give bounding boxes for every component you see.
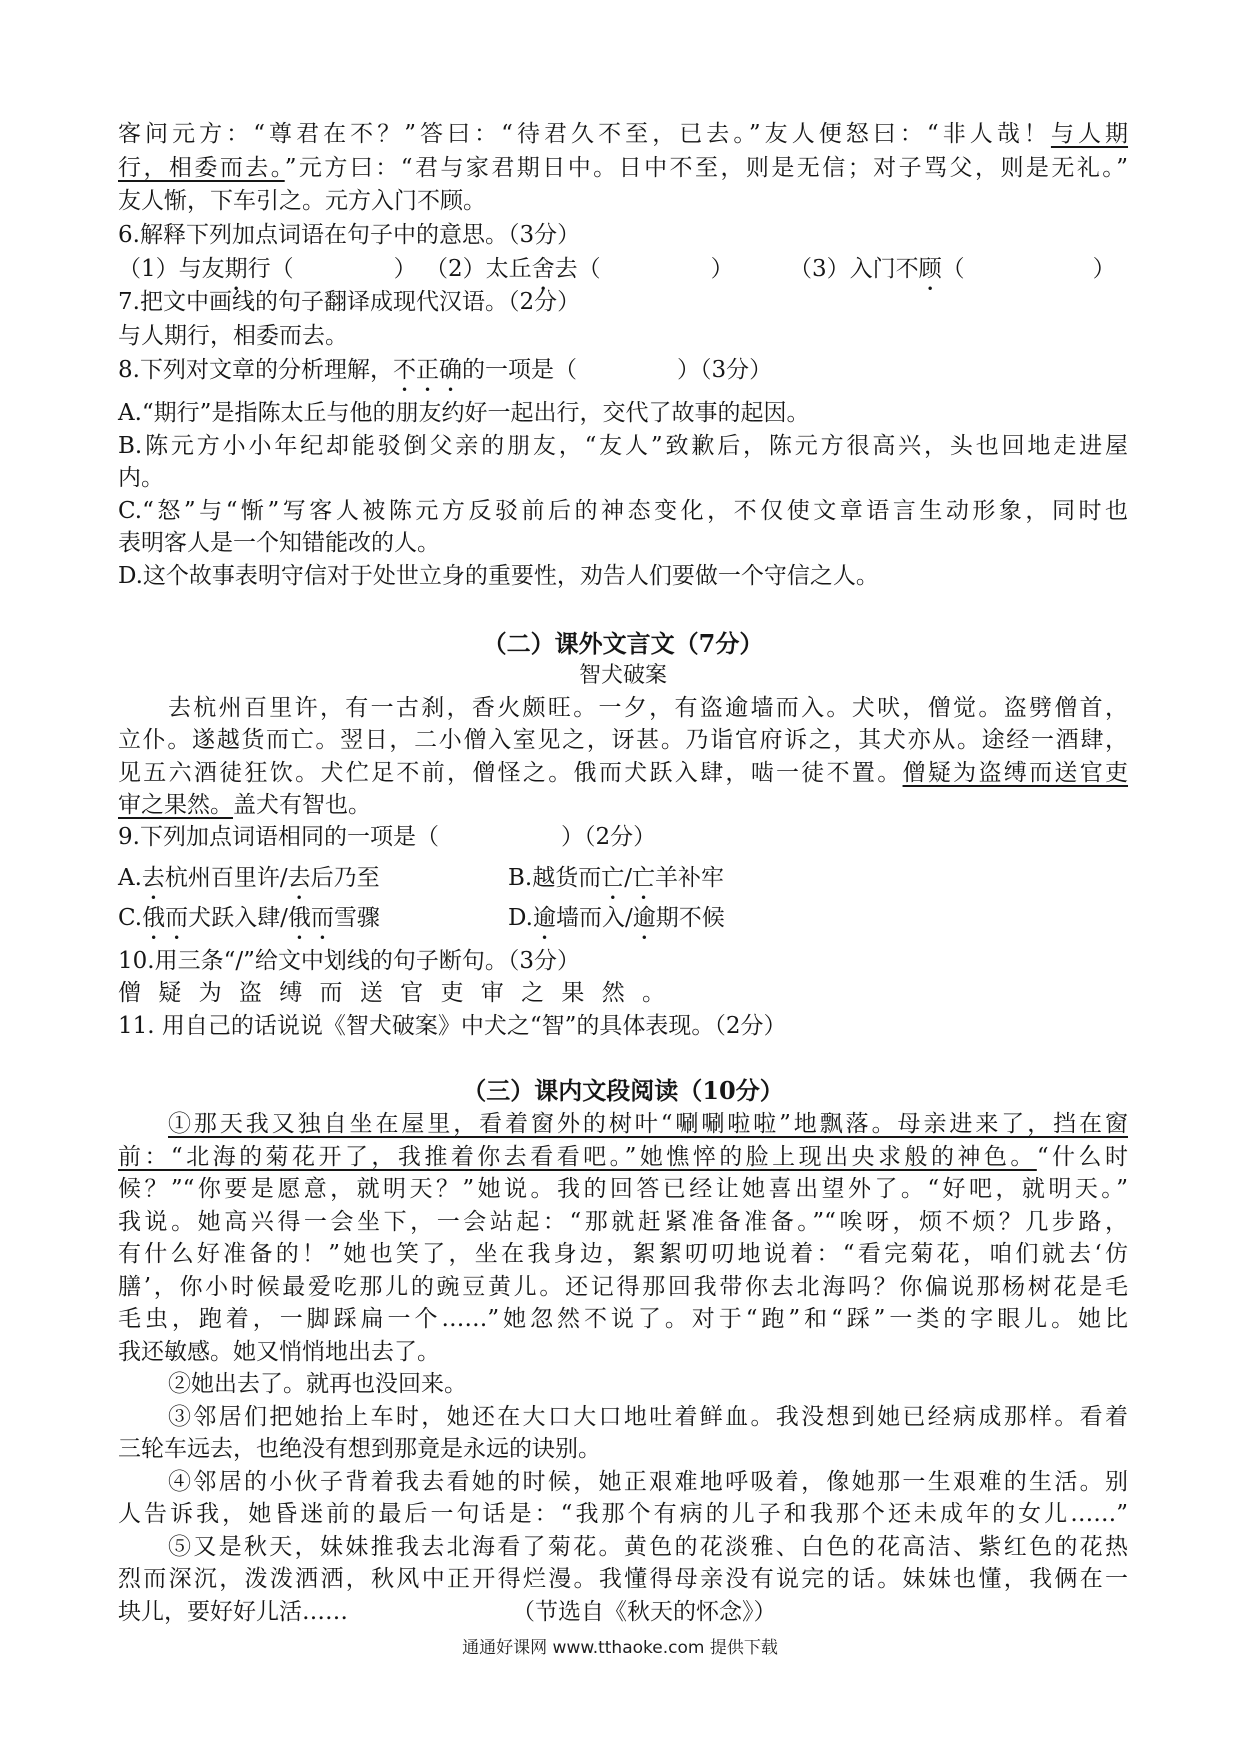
item-text: ） <box>393 255 417 282</box>
option-text: 羊补牢 <box>654 865 724 891</box>
question-8-options <box>118 397 1128 593</box>
option-text: 犬跃入肆/ <box>188 905 288 931</box>
dotted-word: 期 <box>224 255 248 282</box>
question-10-sentence: 僧 疑 为 盗 缚 而 送 官 吏 审 之 果 然 。 <box>118 980 666 1007</box>
section-2-heading: （二）课外文言文（7分） <box>482 629 764 658</box>
passage-line: 立仆。遂越货而亡。翌日，二小僧入室见之，讶甚。乃诣官府诉之，其犬亦从。途经一酒肆， <box>118 727 1128 754</box>
passage-line: 我还敏感。她又悄悄地出去了。 <box>118 1338 440 1365</box>
questions-10-11 <box>118 945 1128 1042</box>
item-text: （3）入门不 <box>789 255 919 282</box>
passage-text: “什么时 <box>1036 1143 1128 1170</box>
passage-line: 膳’，你小时候最爱吃那儿的豌豆黄儿。还记得那回我带你去北海吗？你偏说那杨树花是毛 <box>118 1273 1128 1300</box>
dotted-word: 亡 <box>601 865 625 891</box>
stem-text: ）（2分） <box>560 824 657 851</box>
item-text: ） <box>710 255 734 282</box>
item-text: 去（ <box>554 255 601 282</box>
question-10-stem: 10.用三条“/”给文中划线的句子断句。（3分） <box>118 948 580 974</box>
option-b-cont: 内。 <box>118 465 164 492</box>
source-citation: （节选自《秋天的怀念》） <box>512 1598 777 1625</box>
dotted-word: 逾 <box>532 905 556 931</box>
dotted-word: 俄而 <box>142 905 189 931</box>
dotted-word: 逾 <box>632 905 656 931</box>
passage-text: 块儿，要好好儿活…… <box>118 1598 348 1625</box>
passage-line: 毛虫，跑着，一脚踩扁一个……”她忽然不说了。对于“跑”和“踩”一类的字眼儿。她比 <box>118 1306 1128 1332</box>
option-d <box>508 898 725 945</box>
dotted-word: 舍 <box>531 255 555 282</box>
option-text: 后乃至 <box>310 865 380 891</box>
passage-line: 去杭州百里许，有一古刹，香火颇旺。一夕，有盗逾墙而入。犬吠，僧觉。盗劈僧首， <box>168 695 1128 721</box>
question-8-stem <box>118 354 1128 388</box>
option-text: C. <box>118 905 143 931</box>
option-d: D.这个故事表明守信对于处世立身的重要性，劝告人们要做一个守信之人。 <box>118 562 879 589</box>
question-9-stem <box>118 821 1128 853</box>
passage-line: 人告诉我，她昏迷前的最后一句话是：“我那个有病的儿子和我那个还未成年的女儿……” <box>118 1501 1128 1527</box>
question-7-sentence: 与人期行，相委而去。 <box>118 323 348 350</box>
option-text: B.越货而 <box>508 865 602 891</box>
underlined-sentence: 前：“北海的菊花开了，我推着你去看看吧。”她憔悴的脸上现出央求般的神色。 <box>118 1143 1037 1170</box>
page-footer: 通通好课网 www.tthaoke.com 提供下载 <box>462 1638 778 1658</box>
passage-line <box>118 1596 1128 1629</box>
underlined-sentence: 审之果然。 <box>118 791 233 818</box>
item-text: ） <box>1092 255 1116 282</box>
section-3-heading: （三）课内文段阅读（10分） <box>462 1076 784 1105</box>
passage-line <box>118 789 1128 821</box>
underlined-sentence: ①那天我又独自坐在屋里，看着窗外的树叶“唰唰啦啦”地飘落。母亲进来了，挡在窗 <box>168 1111 1128 1137</box>
underlined-sentence: 僧疑为盗缚而送官吏 <box>902 759 1129 786</box>
option-text: 杭州百里许/ <box>164 865 288 891</box>
dotted-word: 去 <box>287 865 311 891</box>
dotted-word: 不正确 <box>392 356 462 383</box>
stem-text: 的一项是（ <box>461 356 577 383</box>
passage-line: 候？”“你要是愿意，就明天？”她说。我的回答已经让她喜出望外了。“好吧，就明天。” <box>118 1176 1128 1202</box>
question-6-items <box>118 253 1128 287</box>
option-text: A. <box>118 865 142 891</box>
passage-line: ⑤又是秋天，妹妹推我去北海看了菊花。黄色的花淡雅、白色的花高洁、紫红色的花热 <box>168 1533 1128 1560</box>
dotted-word: 亡 <box>631 865 655 891</box>
passage-line <box>118 152 1128 186</box>
option-c-cont: 表明客人是一个知错能改的人。 <box>118 530 440 557</box>
option-c: C.“怒”与“惭”写客人被陈元方反驳前后的神态变化，不仅使文章语言生动形象，同时也 <box>118 497 1128 524</box>
stem-text: 8.下列对文章的分析理解， <box>118 356 393 383</box>
underlined-sentence: 与人期 <box>1050 121 1129 147</box>
item-text: （2）太丘 <box>425 255 532 282</box>
stem-text: 9.下列加点词语相同的一项是（ <box>118 824 439 851</box>
question-6-stem: 6.解释下列加点词语在句子中的意思。（3分） <box>118 222 581 249</box>
option-a: A.“期行”是指陈太丘与他的朋友约好一起出行，交代了故事的起因。 <box>118 400 810 426</box>
section-3-passage <box>118 1108 1128 1628</box>
dotted-word: 俄而 <box>287 905 334 931</box>
option-text: 雪骤 <box>333 905 380 931</box>
dotted-word: 去 <box>141 865 165 891</box>
passage-text: 客问元方：“尊君在不？”答曰：“待君久不至，已去。”友人便怒曰：“非人哉！ <box>118 121 1051 147</box>
passage-line: 三轮车远去，也绝没有想到那竟是永远的诀别。 <box>118 1436 601 1462</box>
option-text: / <box>624 865 632 891</box>
question-7-stem: 7.把文中画线的句子翻译成现代汉语。（2分） <box>118 289 581 316</box>
passage-line <box>118 118 1128 152</box>
option-text: 墙而入/ <box>555 905 633 931</box>
section-2-passage <box>118 692 1128 853</box>
passage-line: ③邻居们把她抬上车时，她还在大口大口地吐着鲜血。我没想到她已经病成那样。看着 <box>168 1403 1128 1430</box>
passage-line: ②她出去了。就再也没回来。 <box>168 1371 467 1397</box>
passage-text: 盖犬有智也。 <box>233 791 371 818</box>
passage-line <box>118 757 1128 789</box>
option-c <box>118 898 508 945</box>
section-2-title: 智犬破案 <box>578 663 667 688</box>
passage-text: 见五六酒徒狂饮。犬伫足不前，僧怪之。俄而犬跃入肆，啮一徒不置。 <box>118 759 903 786</box>
passage-line: 友人惭，下车引之。元方入门不顾。 <box>118 188 486 215</box>
option-text: D. <box>508 905 533 931</box>
question-11-stem: 11. 用自己的话说说《智犬破案》中犬之“智”的具体表现。（2分） <box>118 1012 787 1039</box>
item-text: （ <box>941 255 965 282</box>
passage-line: 我说。她高兴得一会坐下，一会站起：“那就赶紧准备准备。”“唉呀，烦不烦？几步路， <box>118 1208 1128 1235</box>
underlined-sentence: 行，相委而去。 <box>118 154 285 181</box>
options-row <box>118 898 1128 938</box>
passage-line: 有什么好准备的！”她也笑了，坐在我身边，絮絮叨叨地说着：“看完菊花，咱们就去‘仿 <box>118 1241 1128 1267</box>
option-b: B.陈元方小小年纪却能驳倒父亲的朋友，“友人”致歉后，陈元方很高兴，头也回地走进屋 <box>118 432 1128 459</box>
option-text: 期不候 <box>655 905 725 931</box>
item-text: 行（ <box>247 255 294 282</box>
item-text: （1）与友 <box>118 255 225 282</box>
passage-line: ④邻居的小伙子背着我去看她的时候，她正艰难地呼吸着，像她那一生艰难的生活。别 <box>168 1468 1128 1495</box>
question-9-options <box>118 858 1128 938</box>
passage-line <box>118 1141 1128 1174</box>
stem-text: ）（3分） <box>676 356 773 383</box>
passage-line: 烈而深沉，泼泼洒洒，秋风中正开得烂漫。我懂得母亲没有说完的话。妹妹也懂，我俩在一 <box>118 1566 1128 1592</box>
passage-1-and-questions <box>118 118 1128 388</box>
dotted-word: 顾 <box>918 255 942 282</box>
passage-line <box>118 1108 1128 1141</box>
options-row <box>118 858 1128 898</box>
passage-text: ”元方曰：“君与家君期日中。日中不至，则是无信；对子骂父，则是无礼。” <box>284 154 1129 181</box>
